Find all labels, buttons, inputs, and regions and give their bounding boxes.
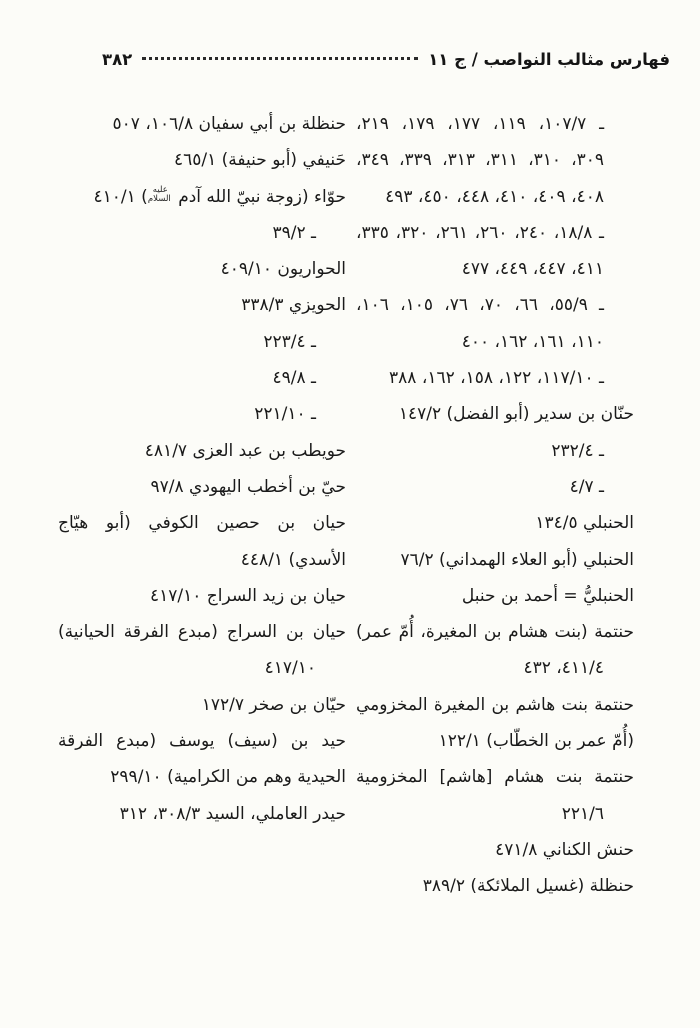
index-line: ٢٢١/٦ [561, 803, 604, 824]
index-line: ـ ٥٥/٩، ٦٦، ٧٠، ٧٦، ١٠٥، ١٠٦، [356, 295, 605, 316]
index-line: حيّ بن أخطب اليهودي ٩٧/٨ [150, 476, 346, 497]
index-column-right [356, 106, 634, 905]
index-line: الحنبلي (أبو العلاء الهمداني) ٧٦/٢ [400, 549, 634, 570]
index-line: ٤١١/٤، ٤٣٢ [523, 658, 604, 679]
index-line: ـ ٤/٧ [569, 476, 604, 497]
index-line: ٣٠٩، ٣١٠، ٣١١، ٣١٣، ٣٣٩، ٣٤٩، [356, 150, 605, 171]
index-line: حيان بن السراج (مبدع الفرقة الحيانية) [58, 622, 346, 643]
index-line: حيّان بن صخر ١٧٢/٧ [201, 694, 346, 715]
index-line: حيان بن زيد السراج ٤١٧/١٠ [150, 585, 346, 606]
index-line: الحنبلي ١٣٤/٥ [535, 513, 634, 534]
index-line: الحنبليُّ = أحمد بن حنبل [461, 585, 634, 606]
page-header [102, 50, 670, 69]
index-line: ـ ١١٧/١٠، ١٢٢، ١٥٨، ١٦٢، ٣٨٨ [389, 368, 604, 389]
index-line: (أُمّ عمر بن الخطّاب) ١٢٢/١ [438, 731, 634, 752]
index-line: ـ ١٨/٨، ٢٤٠، ٢٦٠، ٢٦١، ٣٢٠، ٣٣٥، [356, 222, 604, 243]
index-line: ١١٠، ١٦١، ١٦٢، ٤٠٠ [461, 331, 604, 352]
book-title: فهارس مثالب النواصب / ج ١١ [428, 50, 670, 69]
index-line: حيدر العاملي، السيد ٣٠٨/٣، ٣١٢ [119, 803, 346, 824]
index-line: حنش الكناني ٤٧١/٨ [495, 839, 634, 860]
index-line: حنظلة بن أبي سفيان ١٠٦/٨، ٥٠٧ [112, 114, 346, 134]
index-line: ـ ٤٩/٨ [272, 368, 316, 389]
index-line: ـ ٢٢٣/٤ [263, 331, 316, 352]
index-line: حنتمة بنت هشام [هاشم] المخزومية [356, 767, 634, 788]
page-number: ٣٨٢ [102, 50, 133, 69]
index-line: حنّان بن سدير (أبو الفضل) ١٤٧/٢ [398, 404, 634, 425]
index-line: حنظلة (غسيل الملائكة) ٣٨٩/٢ [422, 876, 634, 897]
index-line: حوّاء (زوجة نبيّ الله آدم عليه السلام) ٤١٠/١ [93, 184, 346, 207]
index-line: ٤١١، ٤٤٧، ٤٤٩، ٤٧٧ [461, 259, 604, 280]
index-line: حنتمة بنت هاشم بن المغيرة المخزومي [356, 694, 634, 715]
index-line: ـ ٢٣٢/٤ [551, 440, 604, 461]
index-line: الحواريون ٤٠٩/١٠ [220, 259, 346, 280]
index-column-left [58, 106, 346, 832]
dotted-leader [142, 56, 418, 60]
index-line: ـ ٣٩/٢ [272, 222, 316, 243]
index-line: الأسدي) ٤٤٨/١ [240, 549, 346, 570]
index-line: حَنيفي (أبو حنيفة) ٤٦٥/١ [174, 150, 346, 171]
index-line: حيد بن (سيف) يوسف (مبدع الفرقة [58, 731, 346, 752]
index-line: ـ ١٠٧/٧، ١١٩، ١٧٧، ١٧٩، ٢١٩، [356, 114, 605, 134]
index-line: الحويزي ٣٣٨/٣ [241, 295, 346, 316]
index-line: حيان بن حصين الكوفي (أبو هيّاج [58, 513, 346, 534]
index-line: ٤١٧/١٠ [264, 658, 316, 679]
index-line: الحيدية وهم من الكرامية) ٢٩٩/١٠ [110, 767, 346, 788]
index-line: حنتمة (بنت هشام بن المغيرة، أُمّ عمر) [356, 622, 634, 643]
index-line: حويطب بن عبد العزى ٤٨١/٧ [144, 440, 346, 461]
index-line: ٤٠٨، ٤٠٩، ٤١٠، ٤٤٨، ٤٥٠، ٤٩٣ [385, 186, 604, 207]
honorific-alayhissalam-icon: عليه السلام [147, 184, 171, 204]
index-line: ـ ٢٢١/١٠ [254, 404, 316, 425]
